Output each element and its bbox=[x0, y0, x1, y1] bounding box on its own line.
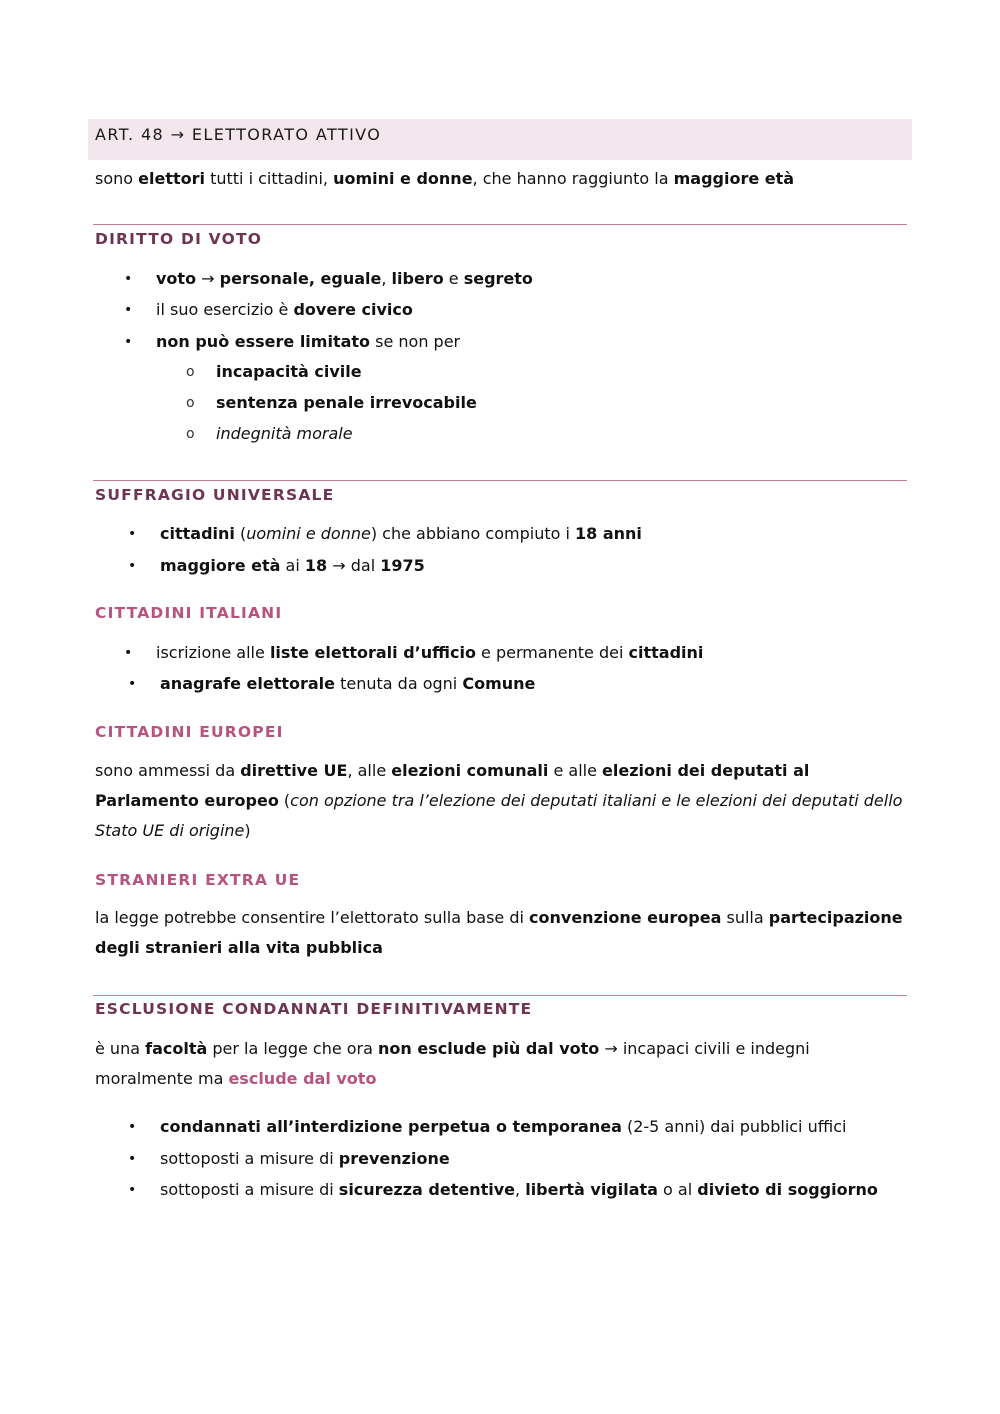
bullet-icon: • bbox=[128, 1151, 137, 1167]
heading-cittadini-italiani: CITTADINI ITALIANI bbox=[95, 604, 283, 622]
page-title: ART. 48 → ELETTORATO ATTIVO bbox=[95, 125, 382, 144]
section-divider bbox=[93, 995, 907, 996]
sub-list-item: incapacità civile bbox=[216, 362, 362, 381]
bullet-icon: • bbox=[128, 1182, 137, 1198]
list-item: condannati all’interdizione perpetua o temporanea (2-5 anni) dai pubblici uffici bbox=[160, 1117, 847, 1136]
intro-paragraph: sono elettori tutti i cittadini, uomini e donne, che hanno raggiunto la maggiore età bbox=[95, 169, 795, 188]
europei-paragraph: sono ammessi da direttive UE, alle elezioni comunali e alle elezioni dei deputati al Parlamento europeo (con opzione tra l’elezione dei deputati italiani e le elezioni dei deputati dello Stato UE di origine) bbox=[95, 761, 903, 840]
bullet-icon: • bbox=[124, 271, 133, 287]
bullet-icon: • bbox=[124, 302, 133, 318]
list-item: sottoposti a misure di prevenzione bbox=[160, 1149, 450, 1168]
sub-list-item: sentenza penale irrevocabile bbox=[216, 393, 477, 412]
heading-suffragio-universale: SUFFRAGIO UNIVERSALE bbox=[95, 486, 335, 504]
bullet-icon: • bbox=[128, 526, 137, 542]
heading-cittadini-europei: CITTADINI EUROPEI bbox=[95, 723, 284, 741]
heading-esclusione: ESCLUSIONE CONDANNATI DEFINITIVAMENTE bbox=[95, 1000, 533, 1018]
sub-list-item: indegnità morale bbox=[216, 424, 353, 443]
stranieri-paragraph: la legge potrebbe consentire l’elettorato sulla base di convenzione europea sulla partecipazione degli stranieri alla vita pubblica bbox=[95, 908, 903, 957]
list-item: maggiore età ai 18 → dal 1975 bbox=[160, 556, 425, 575]
heading-diritto-di-voto: DIRITTO DI VOTO bbox=[95, 230, 263, 248]
sub-bullet-icon: o bbox=[186, 364, 195, 380]
list-item: anagrafe elettorale tenuta da ogni Comune bbox=[160, 674, 536, 693]
section-divider bbox=[93, 480, 907, 481]
section-divider bbox=[93, 224, 907, 225]
list-item: iscrizione alle liste elettorali d’ufficio e permanente dei cittadini bbox=[156, 643, 704, 662]
list-item: sottoposti a misure di sicurezza detentive, libertà vigilata o al divieto di soggiorno bbox=[160, 1180, 878, 1199]
heading-stranieri-extra-ue: STRANIERI EXTRA UE bbox=[95, 871, 301, 889]
list-item: il suo esercizio è dovere civico bbox=[156, 300, 413, 319]
bullet-icon: • bbox=[128, 1119, 137, 1135]
list-item: cittadini (uomini e donne) che abbiano compiuto i 18 anni bbox=[160, 524, 642, 543]
esclusione-paragraph: è una facoltà per la legge che ora non esclude più dal voto → incapaci civili e indegni moralmente ma esclude dal voto bbox=[95, 1039, 810, 1088]
bullet-icon: • bbox=[128, 558, 137, 574]
list-item: voto → personale, eguale, libero e segreto bbox=[156, 269, 533, 288]
bullet-icon: • bbox=[124, 334, 133, 350]
list-item: non può essere limitato se non per bbox=[156, 332, 461, 351]
bullet-icon: • bbox=[128, 676, 137, 692]
sub-bullet-icon: o bbox=[186, 426, 195, 442]
bullet-icon: • bbox=[124, 645, 133, 661]
sub-bullet-icon: o bbox=[186, 395, 195, 411]
